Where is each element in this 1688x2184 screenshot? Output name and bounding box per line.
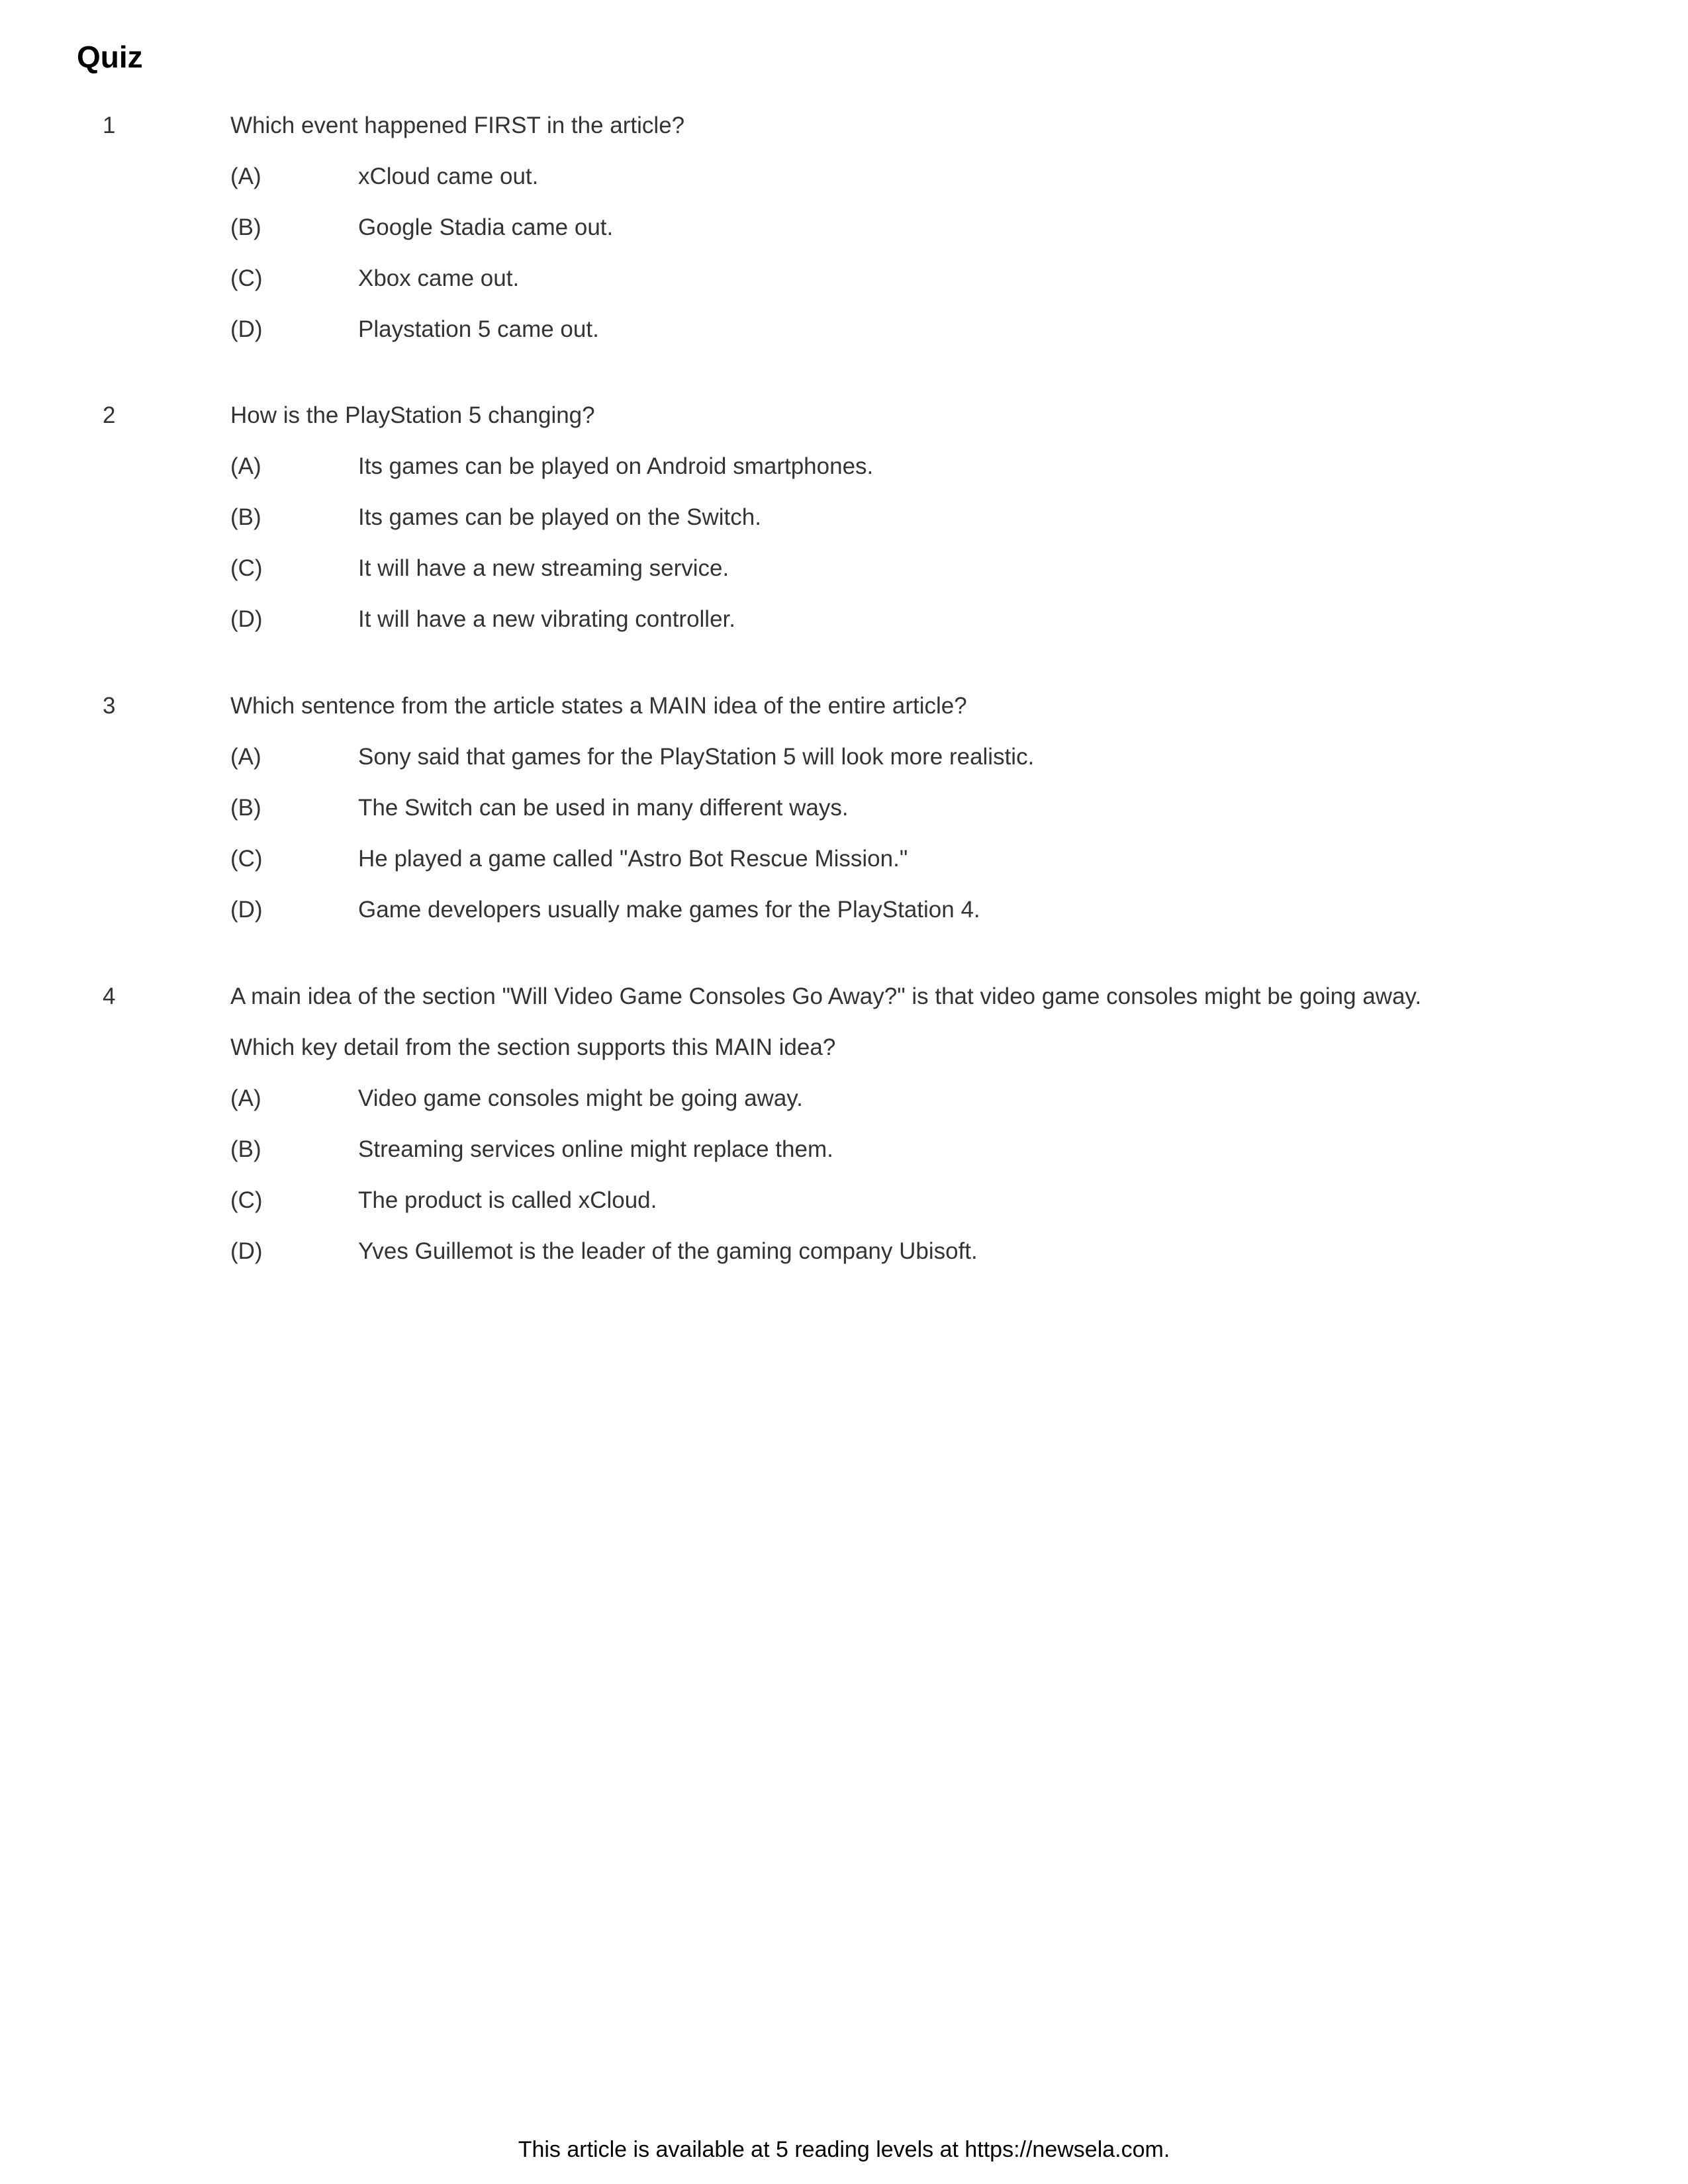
choice-d[interactable]	[230, 1236, 1554, 1267]
choice-letter: (D)	[230, 897, 263, 923]
question-number: 4	[103, 983, 116, 1009]
choice-text: It will have a new streaming service.	[358, 555, 729, 581]
choice-letter: (D)	[230, 1238, 263, 1264]
question-number: 3	[103, 693, 116, 719]
choice-a[interactable]	[230, 742, 1554, 772]
choice-text: Sony said that games for the PlayStation 5 will look more realistic.	[358, 744, 1035, 770]
choice-a[interactable]	[230, 1083, 1554, 1114]
choice-b[interactable]	[230, 793, 1554, 823]
choice-text: He played a game called "Astro Bot Rescue Mission."	[358, 846, 908, 872]
choice-text: Xbox came out.	[358, 265, 520, 291]
choice-letter: (A)	[230, 163, 261, 189]
choice-letter: (C)	[230, 555, 263, 581]
choice-text: Google Stadia came out.	[358, 214, 614, 240]
choice-text: The product is called xCloud.	[358, 1187, 657, 1213]
choice-c[interactable]	[230, 844, 1554, 874]
choice-b[interactable]	[230, 1134, 1554, 1165]
question-stem: How is the PlayStation 5 changing?	[230, 402, 595, 428]
choice-text: Yves Guillemot is the leader of the gaming company Ubisoft.	[358, 1238, 978, 1264]
choice-text: Video game consoles might be going away.	[358, 1085, 803, 1111]
question-number: 1	[103, 113, 116, 138]
choice-b[interactable]	[230, 212, 1554, 243]
choice-c[interactable]	[230, 553, 1554, 584]
choice-letter: (B)	[230, 214, 261, 240]
question-number: 2	[103, 402, 116, 428]
page-title: Quiz	[77, 40, 143, 74]
choice-a[interactable]	[230, 451, 1554, 482]
choice-text: The Switch can be used in many different ways.	[358, 795, 849, 821]
choice-letter: (C)	[230, 846, 263, 872]
choice-letter: (C)	[230, 265, 263, 291]
footer-note: This article is available at 5 reading levels at https://newsela.com.	[518, 2137, 1170, 2162]
choice-letter: (B)	[230, 795, 261, 821]
choice-a[interactable]	[230, 161, 1554, 192]
choice-text: Its games can be played on the Switch.	[358, 504, 761, 530]
choice-b[interactable]	[230, 502, 1554, 533]
choice-letter: (A)	[230, 1085, 261, 1111]
choice-text: Its games can be played on Android smartphones.	[358, 453, 874, 479]
choice-letter: (C)	[230, 1187, 263, 1213]
choice-letter: (D)	[230, 606, 263, 632]
question-stem-secondary: Which key detail from the section supports this MAIN idea?	[230, 1034, 836, 1060]
choice-letter: (B)	[230, 504, 261, 530]
choice-text: xCloud came out.	[358, 163, 539, 189]
choice-text: Streaming services online might replace them.	[358, 1136, 833, 1162]
choice-text: Game developers usually make games for the PlayStation 4.	[358, 897, 980, 923]
question-stem: Which sentence from the article states a MAIN idea of the entire article?	[230, 693, 967, 719]
choice-letter: (B)	[230, 1136, 261, 1162]
choice-letter: (A)	[230, 453, 261, 479]
choice-text: It will have a new vibrating controller.	[358, 606, 735, 632]
choice-letter: (A)	[230, 744, 261, 770]
choice-c[interactable]	[230, 263, 1554, 294]
choice-d[interactable]	[230, 895, 1554, 925]
choice-text: Playstation 5 came out.	[358, 316, 599, 342]
choice-letter: (D)	[230, 316, 263, 342]
question-stem: A main idea of the section "Will Video Game Consoles Go Away?" is that video game consoles might be going away.	[230, 983, 1422, 1009]
choice-d[interactable]	[230, 314, 1554, 345]
choice-c[interactable]	[230, 1185, 1554, 1216]
question-stem: Which event happened FIRST in the article?	[230, 113, 685, 138]
choice-d[interactable]	[230, 604, 1554, 635]
